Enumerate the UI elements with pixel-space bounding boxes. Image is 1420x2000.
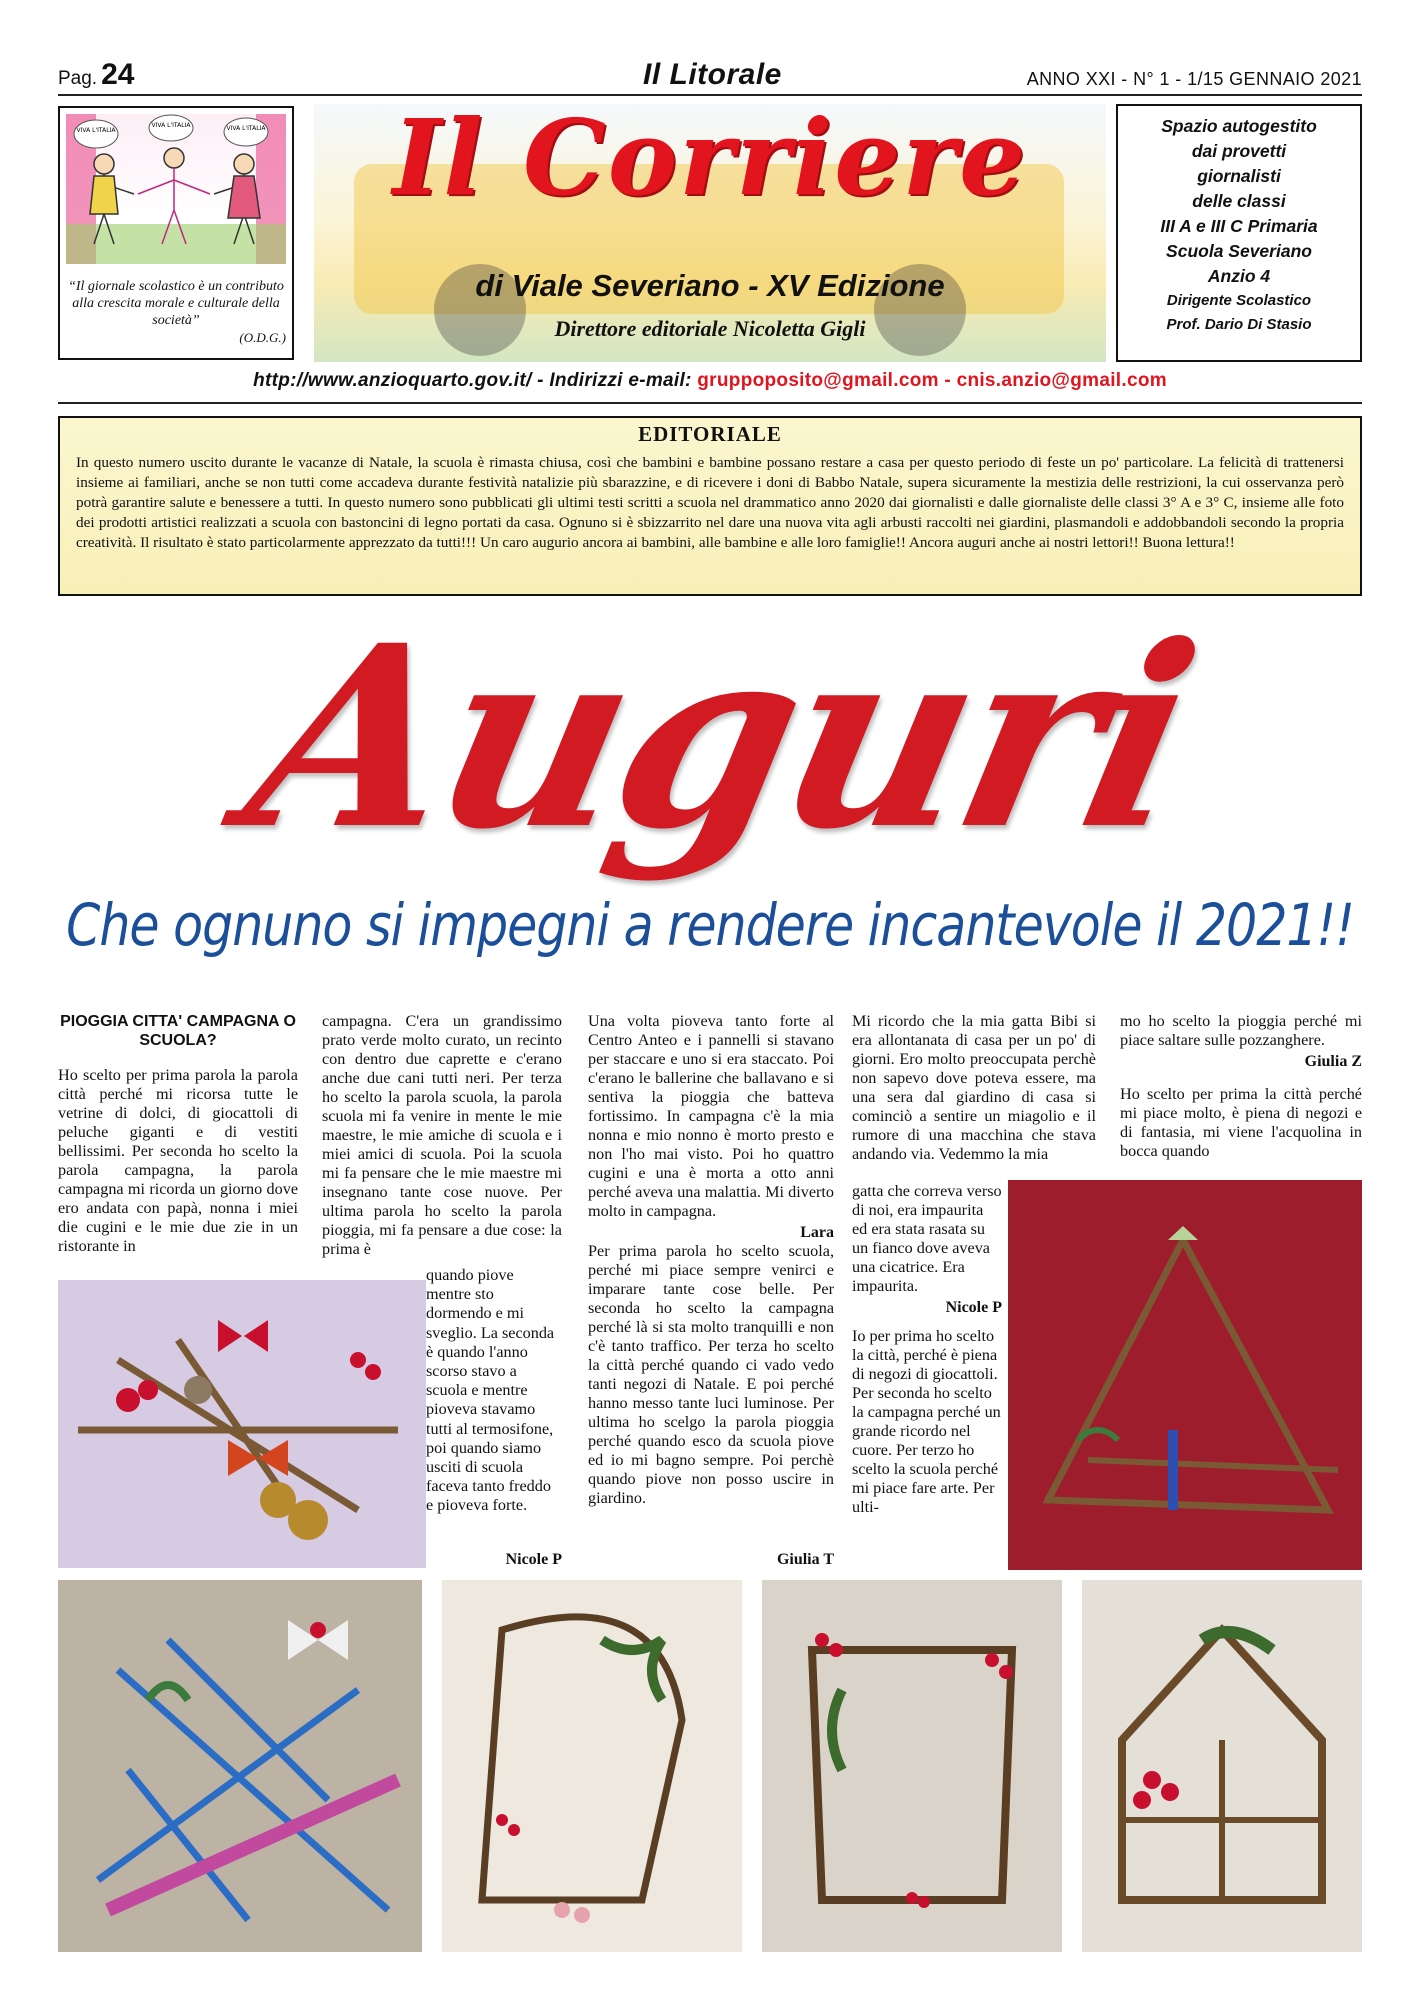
photo-frame-square bbox=[762, 1580, 1062, 1952]
class-info-box bbox=[1116, 104, 1362, 362]
photo-house bbox=[1082, 1580, 1362, 1952]
class-info-line: III A e III C Primaria bbox=[1160, 216, 1318, 236]
bubble-1: VIVA L'ITALIA bbox=[76, 127, 116, 134]
photo-triangle-tree bbox=[1008, 1180, 1362, 1570]
article-column-4 bbox=[852, 1012, 1096, 1164]
masthead-left-box bbox=[58, 106, 294, 360]
issue-info: ANNO XXI - N° 1 - 1/15 GENNAIO 2021 bbox=[1026, 69, 1362, 89]
paper-name: Il Litorale bbox=[643, 58, 782, 91]
masthead-title-area bbox=[314, 104, 1106, 362]
article-signature: Lara bbox=[800, 1224, 834, 1241]
photo-wreath-square bbox=[442, 1580, 742, 1952]
article-column-5 bbox=[1120, 1012, 1362, 1161]
bubble-2: VIVA L'ITALIA bbox=[151, 122, 191, 129]
class-info-line: giornalisti bbox=[1197, 166, 1281, 186]
class-info-line: Scuola Severiano bbox=[1166, 241, 1312, 261]
article-text: Una volta pioveva tanto forte al Centro Anteo e i pannelli si stavano per staccare e uno si era staccato. Poi c'erano le ballerine che ballavano e si sentiva la pioggia che batteva fortissimo. In campagna c'è la mia nonna e mio nonno è morto presto e non l'ho mai visto. Poi ho quattro cugini e una è morta a otto anni perché aveva una malattia. Mi diverto molto in campagna. bbox=[588, 1012, 834, 1220]
photo-star bbox=[58, 1580, 422, 1952]
article-column-2 bbox=[322, 1012, 562, 1259]
article-signature: Giulia Z bbox=[1304, 1053, 1362, 1070]
class-info-line: Anzio 4 bbox=[1207, 266, 1271, 286]
dirigente-name: Prof. Dario Di Stasio bbox=[1166, 316, 1312, 333]
newspaper-subtitle: di Viale Severiano - XV Edizione bbox=[475, 268, 945, 303]
article-column-3 bbox=[588, 1012, 834, 1508]
article-text: quando piove mentre sto dormendo e mi sveglio. La seconda è quando l'anno scorso stavo a scuola e mentre pioveva stavamo tutti al termosifone, poi quando siamo usciti di scuola faceva tanto freddo e pioveva forte. bbox=[426, 1266, 555, 1515]
article-text: mo ho scelto la pioggia perché mi piace saltare sulle pozzanghere. bbox=[1120, 1012, 1362, 1049]
article-text: Mi ricordo che la mia gatta Bibi si era allontanata di casa per un po' di giorni. Ero molto preoccupata perchè non sapevo dove poteva essere, ma una sera dal giardino di casa si cominciò a sentire un miagolio e il rumore di una macchina che stava andando via. Vedemmo la mia bbox=[852, 1012, 1096, 1163]
website-link[interactable]: http://www.anzioquarto.gov.it/ - Indirizzi e-mail: bbox=[253, 370, 692, 391]
class-info-line: Spazio autogestito bbox=[1161, 116, 1317, 136]
page-header bbox=[58, 60, 1362, 96]
editorial-director: Direttore editoriale Nicoletta Gigli bbox=[554, 316, 866, 341]
new-year-slogan: Che ognuno si impegni a rendere incantevole il 2021!! bbox=[66, 892, 1354, 960]
class-info-line: delle classi bbox=[1192, 191, 1286, 211]
article-signature-box bbox=[426, 1548, 562, 1569]
article-text: Per prima parola ho scelto scuola, perché mi piace sempre venirci e imparare tante cose belle. Per seconda ho scelto la campagna perché là si sta molto tranquilli e non c'è tanto traffico. Per terza ho scelto la città perché quando ci vado vedo tanti negozi di Natale. E poi perché hanno messo tante luci luminose. Per ultima ho scelgo la parola pioggia perché quando esco da scuola piove ed io mi bagno sempre. Poi perchè quando piove non posso uscire in giardino. bbox=[588, 1242, 834, 1507]
editorial-title: EDITORIALE bbox=[638, 422, 782, 446]
article-column-2-narrow bbox=[426, 1266, 562, 1516]
article-text: campagna. C'era un grandissimo prato verde molto curato, un recinto con dentro due caprette e c'erano anche due cani tutti neri. Per terza ho scelto la parola scuola, la parola scuola mi fa venire in mente le mie maestre, le mie amiche di scuola e i miei amici di scuola. Poi la scuola mi fa pensare che le mie maestre mi insegnano tante cose nuove. Per ultima parola ho scelto la parola pioggia, mi fa pensare a due cose: la prima è bbox=[322, 1012, 562, 1258]
article-column-1 bbox=[58, 1012, 298, 1256]
newspaper-title: Il Corriere bbox=[392, 104, 1028, 219]
contact-links bbox=[58, 370, 1362, 404]
editorial-box bbox=[58, 416, 1362, 596]
photo-decorated-branch bbox=[58, 1280, 426, 1568]
article-text: Ho scelto per prima parola la parola città perché mi ricorsa tutte le vetrine di dolci, di giocattoli di peluche giganti e di vestiti bellissimi. Per seconda ho scelto la parola campagna, la parola campagna mi ricorda un giorno dove ero andata con papà, nonna i miei die cugini e le mie due zie in un ristorante in bbox=[58, 1066, 298, 1255]
children-drawing bbox=[66, 114, 286, 264]
editorial-text: In questo numero uscito durante le vacanze di Natale, la scuola è rimasta chiusa, così che bambini e bambine possano restare a casa per questo periodo di feste un po' particolare. La felicità di trattenersi insieme ai familiari, anche se non tutti come accadeva durante festività natalizie più sbarazzine, e di ricevere i doni di Babbo Natale, supera sicuramente la mestizia delle restrizioni, la cui osservanza però potrà garantire salute e benessere a tutti. In questo numero sono pubblicati gli ultimi testi scritti a scuola nel drammatico anno 2020 dai giornalisti e dalle giornaliste delle classi 3° A e 3° C, insieme alle foto dei prodotti artistici realizzati a scuola con bastoncini di legno portati da casa. Ognuno si è sbizzarrito nel dare una nuova vita agli arbusti raccolti nei giardini, plasmandoli e addobbandoli secondo la propria creatività. Il risultato è stato particolarmente apprezzato da tutti!!! Un caro augurio ancora ai bambini, alle bambine e alle loro famiglie!! Ancora auguri anche ai nostri lettori!! Buona lettura!! bbox=[76, 454, 1344, 551]
auguri-banner bbox=[180, 590, 1260, 918]
editorial-quote: “Il giornale scolastico è un contributo alla crescita morale e culturale della società” (O.D.G.) bbox=[66, 278, 286, 346]
bubble-3: VIVA L'ITALIA bbox=[226, 125, 266, 132]
article-signature-box bbox=[588, 1548, 834, 1569]
quote-source: (O.D.G.) bbox=[239, 330, 286, 345]
article-text: gatta che correva verso di noi, era impaurita ed era stata rasata su un fianco dove aveva una cicatrice. Era impaurita. bbox=[852, 1182, 1002, 1295]
article-signature: Nicole P bbox=[505, 1551, 562, 1568]
auguri-word: Auguri bbox=[227, 590, 1213, 884]
class-info-line: dai provetti bbox=[1191, 141, 1287, 161]
article-signature: Nicole P bbox=[945, 1299, 1002, 1316]
email-links[interactable]: gruppoposito@gmail.com - cnis.anzio@gmail.com bbox=[697, 370, 1167, 391]
article-column-4-narrow bbox=[852, 1182, 1002, 1517]
dirigente-label: Dirigente Scolastico bbox=[1166, 292, 1312, 309]
article-signature: Giulia T bbox=[776, 1551, 834, 1568]
article-text: Io per prima ho scelto la città, perché è piena di negozi di giocattoli. Per seconda ho scelto la campagna perché un grande ricordo nel cuore. Per terzo ho scelto la scuola perché mi piace fare arte. Per ulti- bbox=[852, 1327, 1001, 1516]
article-text: Ho scelto per prima la città perché mi piace molto, è piena di negozi e di fantasia, mi viene l'acquolina in bocca quando bbox=[1120, 1085, 1362, 1160]
page-number: Pag. 24 bbox=[58, 58, 135, 91]
article-headline: PIOGGIA CITTA' CAMPAGNA O SCUOLA? bbox=[60, 1013, 296, 1049]
